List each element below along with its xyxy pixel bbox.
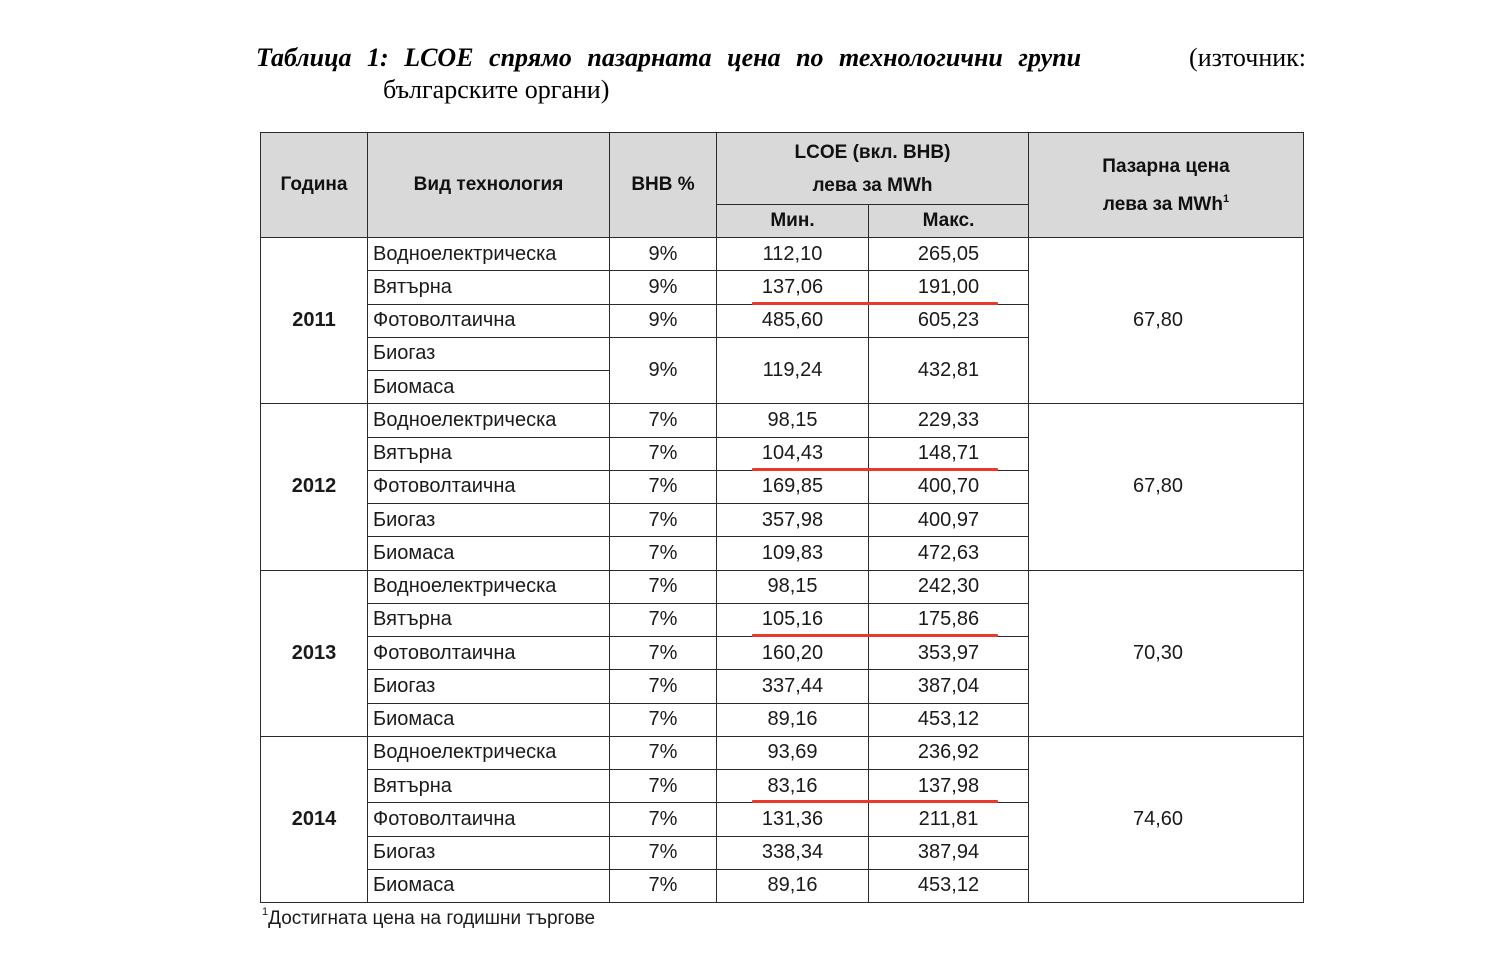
min-cell: 338,34 <box>717 836 869 869</box>
red-underline-annotation <box>752 800 998 803</box>
max-cell: 211,81 <box>869 803 1029 836</box>
max-cell: 453,12 <box>869 703 1029 736</box>
technology-cell: Биогаз <box>368 836 610 869</box>
market-price-value: 67,80 <box>1132 309 1184 332</box>
header-max: Макс. <box>869 205 1029 238</box>
table-header <box>261 133 1304 238</box>
min-cell: 83,16 <box>717 770 869 803</box>
vat-cell: 7% <box>610 670 717 703</box>
vat-cell: 7% <box>610 703 717 736</box>
min-cell: 104,43 <box>717 437 869 470</box>
year-cell: 2013 <box>261 570 368 736</box>
max-cell: 265,05 <box>869 238 1029 271</box>
caption-source: (източник: <box>1189 43 1306 72</box>
caption-title: Таблица 1: LCOE спрямо пазарната цена по технологични групи <box>256 43 1082 72</box>
technology-cell: Фотоволтаична <box>368 637 610 670</box>
table-row <box>261 736 1304 769</box>
min-cell: 98,15 <box>717 404 869 437</box>
table-row <box>261 238 1304 271</box>
vat-cell: 7% <box>610 869 717 902</box>
max-cell: 432,81 <box>869 337 1029 404</box>
technology-cell: Фотоволтаична <box>368 470 610 503</box>
header-vat: ВНВ % <box>610 133 717 238</box>
vat-cell: 9% <box>610 271 717 304</box>
header-market-price <box>1029 133 1304 238</box>
technology-cell: Фотоволтаична <box>368 304 610 337</box>
technology-cell: Биомаса <box>368 703 610 736</box>
market-price-value: 67,80 <box>1132 475 1184 498</box>
year-cell: 2012 <box>261 404 368 570</box>
vat-cell: 7% <box>610 537 717 570</box>
technology-cell: Биогаз <box>368 670 610 703</box>
technology-cell: Биомаса <box>368 371 610 404</box>
caption-source-continued: българските органи) <box>383 75 610 104</box>
vat-cell: 7% <box>610 570 717 603</box>
header-lcoe-line2: лева за MWh <box>812 174 933 196</box>
header-lcoe-line1: LCOE (вкл. ВНВ) <box>794 141 951 163</box>
header-lcoe <box>717 133 1029 205</box>
max-cell: 353,97 <box>869 637 1029 670</box>
vat-cell: 7% <box>610 437 717 470</box>
lcoe-table <box>260 132 1304 903</box>
market-price-cell <box>1029 238 1304 404</box>
vat-cell: 7% <box>610 736 717 769</box>
max-cell: 472,63 <box>869 537 1029 570</box>
footnote-text: Достигната цена на годишни търгове <box>268 908 596 929</box>
technology-cell: Биогаз <box>368 337 610 370</box>
vat-cell: 9% <box>610 238 717 271</box>
vat-cell: 7% <box>610 470 717 503</box>
max-cell: 137,98 <box>869 770 1029 803</box>
max-cell: 387,94 <box>869 836 1029 869</box>
max-cell: 242,30 <box>869 570 1029 603</box>
technology-cell: Вятърна <box>368 271 610 304</box>
header-market-line1: Пазарна цена <box>1102 155 1230 177</box>
min-cell: 137,06 <box>717 271 869 304</box>
min-cell: 112,10 <box>717 238 869 271</box>
technology-cell: Водноелектрическа <box>368 404 610 437</box>
vat-cell: 9% <box>610 304 717 337</box>
max-cell: 148,71 <box>869 437 1029 470</box>
technology-cell: Водноелектрическа <box>368 570 610 603</box>
max-cell: 191,00 <box>869 271 1029 304</box>
min-cell: 98,15 <box>717 570 869 603</box>
vat-cell: 9% <box>610 337 717 404</box>
vat-cell: 7% <box>610 504 717 537</box>
min-cell: 89,16 <box>717 869 869 902</box>
vat-cell: 7% <box>610 803 717 836</box>
red-underline-annotation <box>752 468 998 471</box>
technology-cell: Водноелектрическа <box>368 238 610 271</box>
max-cell: 605,23 <box>869 304 1029 337</box>
table-caption <box>256 42 1306 106</box>
footnote-marker: 1 <box>1222 192 1230 205</box>
year-cell: 2014 <box>261 736 368 902</box>
year-cell: 2011 <box>261 238 368 404</box>
market-price-cell <box>1029 404 1304 570</box>
market-price-cell <box>1029 570 1304 736</box>
min-cell: 109,83 <box>717 537 869 570</box>
footnote-marker: 1 <box>262 906 269 918</box>
technology-cell: Фотоволтаична <box>368 803 610 836</box>
min-cell: 105,16 <box>717 603 869 636</box>
max-cell: 175,86 <box>869 603 1029 636</box>
vat-cell: 7% <box>610 836 717 869</box>
header-min: Мин. <box>717 205 869 238</box>
header-market-line2: лева за MWh$^1$ <box>1102 192 1230 215</box>
market-price-value: 74,60 <box>1132 807 1184 830</box>
technology-cell: Водноелектрическа <box>368 736 610 769</box>
table-row <box>261 570 1304 603</box>
footnote <box>262 906 595 930</box>
vat-cell: 7% <box>610 637 717 670</box>
red-underline-annotation <box>752 302 998 305</box>
max-cell: 453,12 <box>869 869 1029 902</box>
technology-cell: Биомаса <box>368 869 610 902</box>
max-cell: 400,97 <box>869 504 1029 537</box>
market-price-value: 70,30 <box>1132 641 1184 664</box>
red-underline-annotation <box>752 634 998 637</box>
table-row <box>261 404 1304 437</box>
technology-cell: Биомаса <box>368 537 610 570</box>
vat-cell: 7% <box>610 770 717 803</box>
max-cell: 236,92 <box>869 736 1029 769</box>
min-cell: 485,60 <box>717 304 869 337</box>
min-cell: 357,98 <box>717 504 869 537</box>
technology-cell: Биогаз <box>368 504 610 537</box>
max-cell: 229,33 <box>869 404 1029 437</box>
technology-cell: Вятърна <box>368 603 610 636</box>
technology-cell: Вятърна <box>368 770 610 803</box>
market-price-cell <box>1029 736 1304 902</box>
header-year: Година <box>261 133 368 238</box>
min-cell: 89,16 <box>717 703 869 736</box>
min-cell: 160,20 <box>717 637 869 670</box>
min-cell: 169,85 <box>717 470 869 503</box>
header-technology: Вид технология <box>368 133 610 238</box>
vat-cell: 7% <box>610 404 717 437</box>
min-cell: 93,69 <box>717 736 869 769</box>
vat-cell: 7% <box>610 603 717 636</box>
min-cell: 337,44 <box>717 670 869 703</box>
technology-cell: Вятърна <box>368 437 610 470</box>
max-cell: 387,04 <box>869 670 1029 703</box>
max-cell: 400,70 <box>869 470 1029 503</box>
min-cell: 119,24 <box>717 337 869 404</box>
min-cell: 131,36 <box>717 803 869 836</box>
